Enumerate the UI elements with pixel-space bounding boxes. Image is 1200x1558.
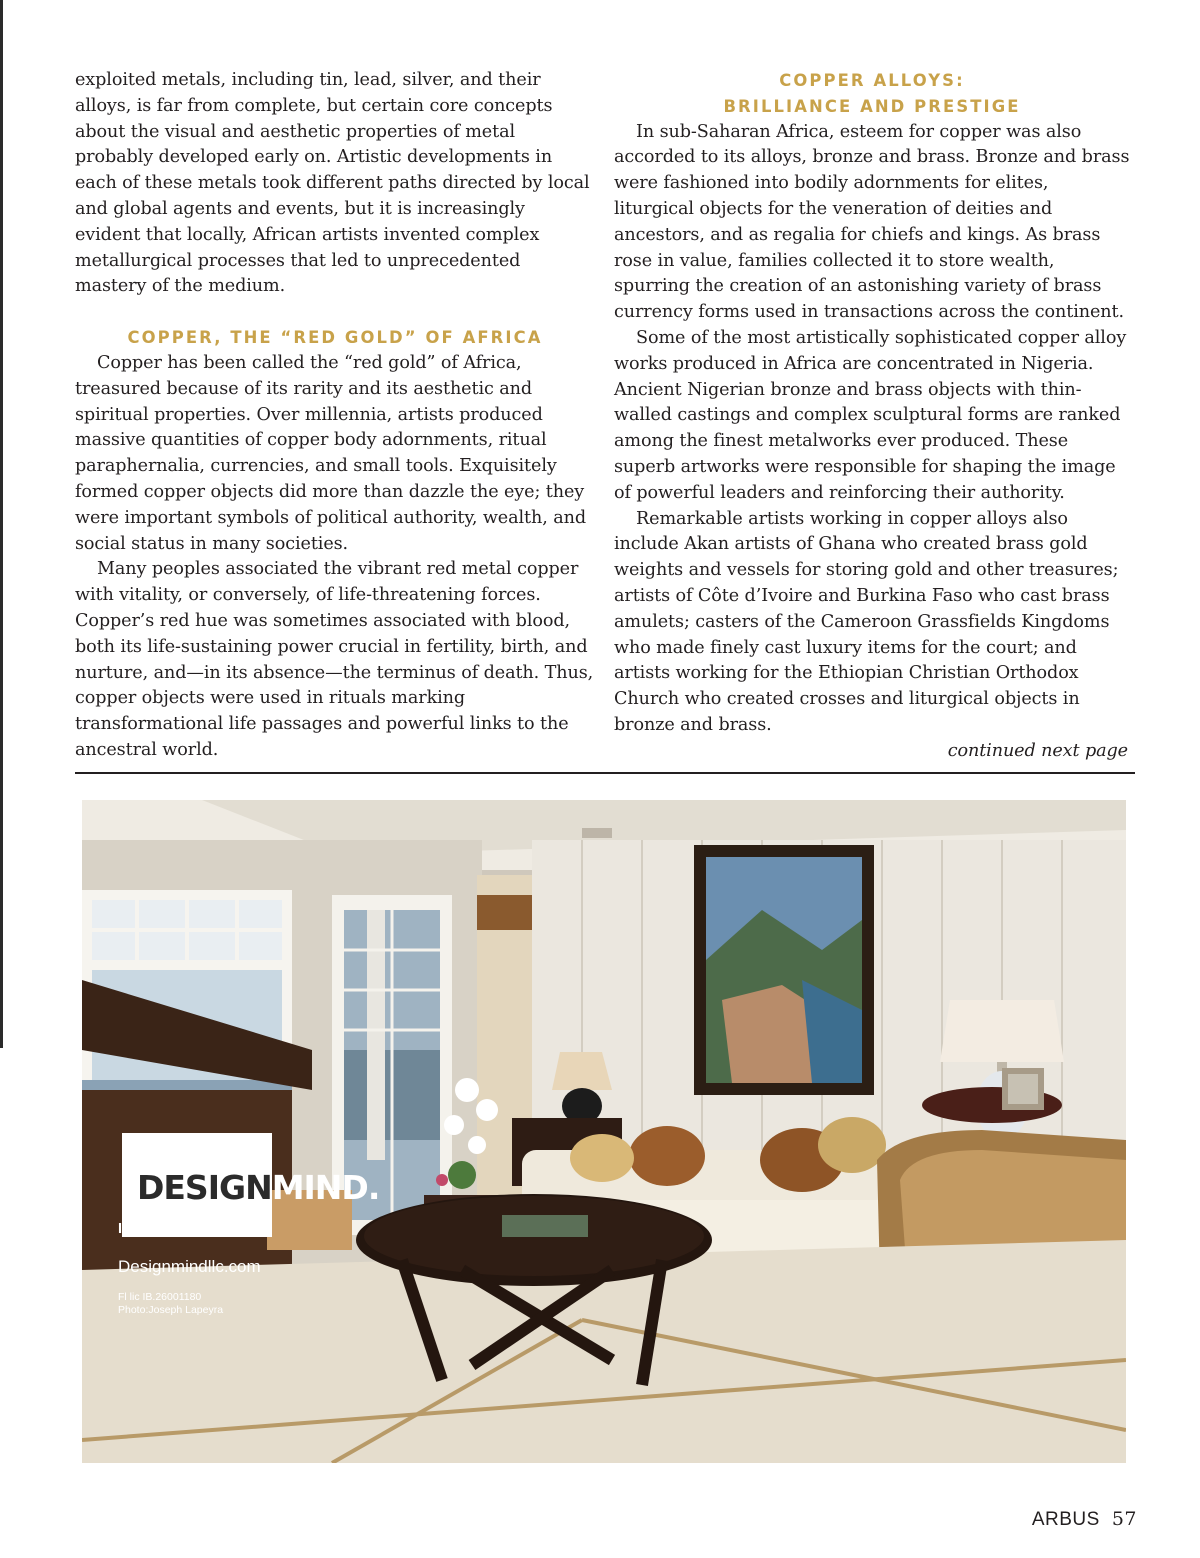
- copper-paragraph-1: Copper has been called the “red gold” of Africa, treasured because of its rarity and its aesthetic and spiritual properties. Over millennia, artists produced massive quantities of copper body adornments, ritual paraphernalia, currencies, and small tools. Exquisitely formed copper objects did more than dazzle the eye; they were important symbols of political authority, wealth, and social status in many societies.: [75, 352, 586, 554]
- copper-paragraph-2: Many peoples associated the vibrant red metal copper with vitality, or conversely, of life-threatening forces. Copper’s red hue was sometimes associated with blood, both its life-sustaining power crucial in fertility, birth, and nurture, and—in its absence—the terminus of death. Thus, copper objects were used in rituals marking transformational life passages and powerful links to the ancestral world.: [75, 559, 594, 760]
- designmind-logo: DESIGNMIND.: [137, 1168, 380, 1207]
- intro-paragraph: exploited metals, including tin, lead, silver, and their alloys, is far from complete, but certain core concepts about the visual and aesthetic properties of metal probably developed early on. Artistic developments in each of these metals took different paths directed by local and global agents and events, but it is increasingly evident that locally, African artists invented complex metallurgical processes that led to unprecedented mastery of the medium.: [75, 70, 590, 297]
- publication-name: ARBUS: [1031, 1509, 1100, 1530]
- section-divider: [75, 772, 1135, 774]
- section-heading-copper: COPPER, THE “RED GOLD” OF AFRICA: [127, 328, 543, 348]
- ad-tagline: INTERIOR DESIGN: [118, 1221, 252, 1237]
- left-column: [75, 68, 595, 764]
- page-footer: [1032, 1508, 1137, 1531]
- ad-photo-credit: Photo:Joseph Lapeyra: [118, 1304, 224, 1316]
- continued-next-page[interactable]: continued next page: [947, 740, 1128, 761]
- ad-license-credit: [118, 1291, 223, 1317]
- section-heading-alloys-line1: COPPER ALLOYS:: [779, 71, 965, 90]
- page-edge-rule: [0, 0, 3, 1048]
- living-room-photo: [82, 800, 1126, 1463]
- page-number: 57: [1111, 1508, 1137, 1530]
- alloys-paragraph-1: In sub-Saharan Africa, esteem for copper was also accorded to its alloys, bronze and brass. Bronze and brass were fashioned into bodily adornments for elites, liturgical objects for the veneration of deities and ancestors, and as regalia for chiefs and kings. As brass rose in value, families collected it to store wealth, spurring the creation of an astonishing variety of brass currency forms used in transactions across the continent.: [614, 121, 1130, 323]
- alloys-paragraph-3: Remarkable artists working in copper alloys also include Akan artists of Ghana who created brass gold weights and vessels for storing gold and other treasures; artists of Côte d’Ivoire and Burkina Faso who cast brass amulets; casters of the Cameroon Grassfields Kingdoms who made finely cast luxury items for the court; and artists working for the Ethiopian Christian Orthodox Church who created crosses and liturgical objects in bronze and brass.: [614, 508, 1119, 735]
- section-heading-alloys-line2: BRILLIANCE AND PRESTIGE: [723, 96, 1021, 116]
- alloys-paragraph-2: Some of the most artistically sophisticated copper alloy works produced in Africa are concentrated in Nigeria. Ancient Nigerian bronze and brass objects with thin-walled castings and complex sculptural forms are ranked among the finest metalworks ever produced. These superb artworks were responsible for shaping the image of powerful leaders and reinforcing their authority.: [614, 327, 1127, 503]
- advertisement[interactable]: [82, 800, 1126, 1463]
- right-column: [614, 68, 1130, 765]
- ad-license: Fl lic IB.26001180: [118, 1291, 202, 1303]
- ad-website-link[interactable]: Designmindllc.com: [118, 1257, 261, 1276]
